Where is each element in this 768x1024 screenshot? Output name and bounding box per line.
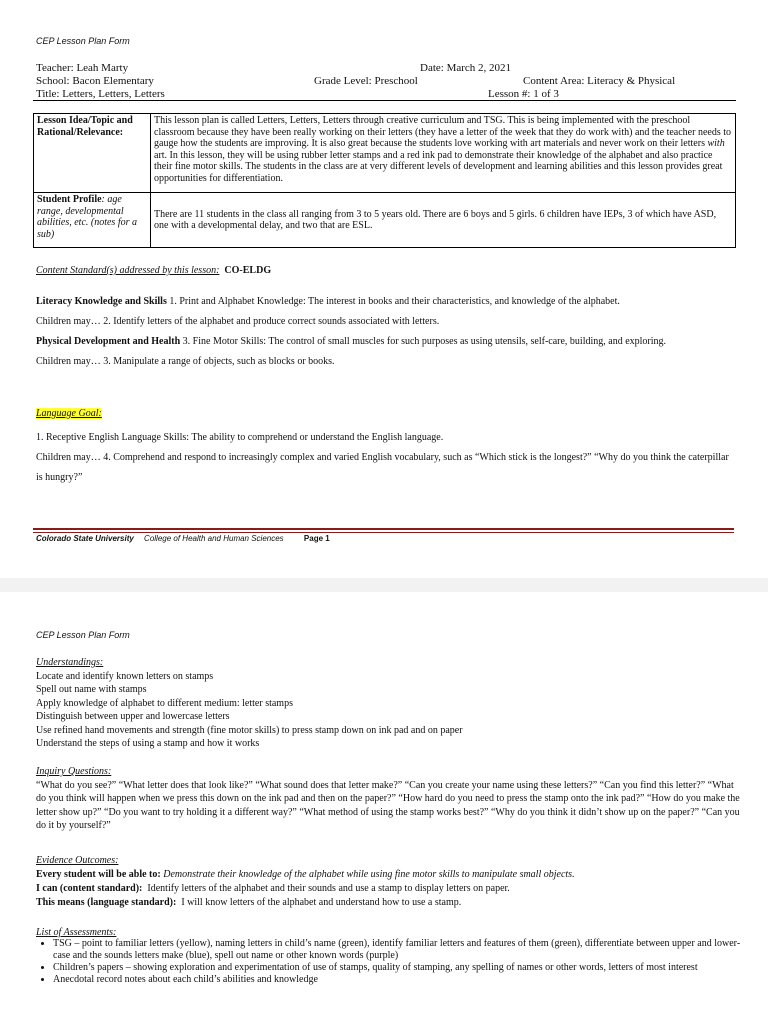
- list-item: Locate and identify known letters on stamps: [36, 670, 214, 682]
- table-row: [34, 114, 736, 193]
- understandings-label: Understandings:: [36, 657, 104, 668]
- inquiry-block: [36, 765, 740, 833]
- teacher-field: Teacher: Leah Marty: [36, 62, 129, 74]
- lesson-table: [33, 113, 736, 248]
- school-field: School: Bacon Elementary: [36, 75, 154, 87]
- lesson-idea-heading: Lesson Idea/Topic and Rational/Relevance:: [34, 114, 151, 193]
- footer-rule: [33, 528, 734, 530]
- student-profile-heading: Student Profile: age range, developmental abilities, etc. (notes for a sub): [34, 193, 151, 248]
- title-field: Title: Letters, Letters, Letters: [36, 88, 165, 100]
- page-gap: [0, 578, 768, 592]
- list-item: • TSG – point to familiar letters (yellow), naming letters in child’s name (green), identify familiar letters and features of them (green), differentiate between upper and lower-case and the sounds letters make (blue), spell out name or other known words (purple): [53, 938, 753, 962]
- this-means-line: This means (language standard): I will know letters of the alphabet and understand how to use a stamp.: [36, 897, 462, 908]
- evidence-label: Evidence Outcomes:: [36, 855, 119, 866]
- form-name: CEP Lesson Plan Form: [36, 36, 130, 46]
- date-field: Date: March 2, 2021: [420, 62, 512, 74]
- footer-rule-thin: [33, 532, 734, 533]
- list-item: • Anecdotal record notes about each child’s abilities and knowledge: [53, 974, 753, 986]
- evidence-block: [36, 854, 740, 910]
- literacy-children: Children may… 2. Identify letters of the alphabet and produce correct sounds associated with letters.: [36, 316, 440, 327]
- language-goal-label: Language Goal:: [36, 408, 102, 419]
- page-footer: [36, 534, 338, 543]
- footer-university: Colorado State University: [36, 534, 134, 543]
- understandings-block: [36, 656, 736, 751]
- assessments-label: List of Assessments:: [36, 927, 117, 938]
- student-profile-text: There are 11 students in the class all ranging from 3 to 5 years old. There are 6 boys and 5 girls. 6 children have IEPs, 3 of which have ASD, one with a developmental delay, and two that are ESL.: [151, 193, 736, 248]
- lesson-number-field: Lesson #: 1 of 3: [488, 88, 559, 100]
- lesson-idea-text: This lesson plan is called Letters, Letters, Letters through creative curriculum and TSG. This is being implemented with the preschool classroom because they have been really working on their letters (they have a letter of the week that they do work with) and the teacher needs to gauge how the students are improving. It is also great because the students love working with art materials and never work on their letters with art. In this lesson, they will be using rubber letter stamps and a red ink pad to demonstrate their knowledge of the alphabet and also practice their fine motor skills. The students in the class are at very different levels of development and learning abilities and this lesson provides great opportunities for differentiation.: [151, 114, 736, 193]
- inquiry-label: Inquiry Questions:: [36, 766, 112, 777]
- physical-children: Children may… 3. Manipulate a range of objects, such as blocks or books.: [36, 356, 335, 367]
- table-row: [34, 193, 736, 248]
- content-standard: Content Standard(s) addressed by this lesson: CO-ELDG: [36, 265, 272, 276]
- list-item: Spell out name with stamps: [36, 684, 147, 695]
- inquiry-text: “What do you see?” “What letter does that look like?” “What sound does that letter make?” “Can you create your name using these letters?” “Can you find this letter?” “What do you think will happen when we press this down on the ink pad and then on the paper?” “How hard do you need to press the stamp onto the ink pad?” “How do you make the letter show up?” “Do you want to try holding it a different way?” “What method of using the stamp works best?” “Why do you think it didn’t show up on the paper?” “Can you do it by yourself?”: [36, 779, 740, 831]
- physical-standard: Physical Development and Health 3. Fine Motor Skills: The control of small muscles for such purposes as using utensils, self-care, building, and exploring.: [36, 336, 667, 347]
- list-item: Understand the steps of using a stamp and how it works: [36, 738, 260, 749]
- i-can-line: I can (content standard): Identify letters of the alphabet and their sounds and use a stamp to display letters on paper.: [36, 883, 510, 894]
- list-item: • Children’s papers – showing exploration and experimentation of use of stamps, quality of stamping, any spelling of names or other words, letters of most interest: [53, 962, 753, 974]
- standards-block: [36, 292, 736, 372]
- header-divider: [33, 100, 736, 101]
- list-item: Distinguish between upper and lowercase letters: [36, 711, 230, 722]
- form-name-page2: CEP Lesson Plan Form: [36, 630, 130, 640]
- language-goal-block: [36, 428, 736, 488]
- assessments-list: [33, 938, 753, 986]
- list-item: Use refined hand movements and strength (fine motor skills) to press stamp down on ink pad and on paper: [36, 724, 463, 736]
- footer-college: College of Health and Human Sciences: [144, 534, 284, 543]
- list-item: Apply knowledge of alphabet to different medium: letter stamps: [36, 697, 293, 709]
- language-goal-1: 1. Receptive English Language Skills: The ability to comprehend or understand the English language.: [36, 432, 444, 443]
- content-area-field: Content Area: Literacy & Physical: [523, 75, 676, 87]
- every-student-line: Every student will be able to: Demonstrate their knowledge of the alphabet while using fine motor skills to manipulate small objects.: [36, 869, 575, 880]
- footer-page-number: Page 1: [303, 534, 330, 543]
- language-goal-2: Children may… 4. Comprehend and respond to increasingly complex and varied English vocabulary, such as “Which stick is the longest?” “Why do you think the caterpillar is hungry?”: [36, 452, 729, 483]
- literacy-standard: Literacy Knowledge and Skills 1. Print and Alphabet Knowledge: The interest in books and their characteristics, and knowledge of the alphabet.: [36, 296, 620, 307]
- grade-field: Grade Level: Preschool: [314, 75, 418, 87]
